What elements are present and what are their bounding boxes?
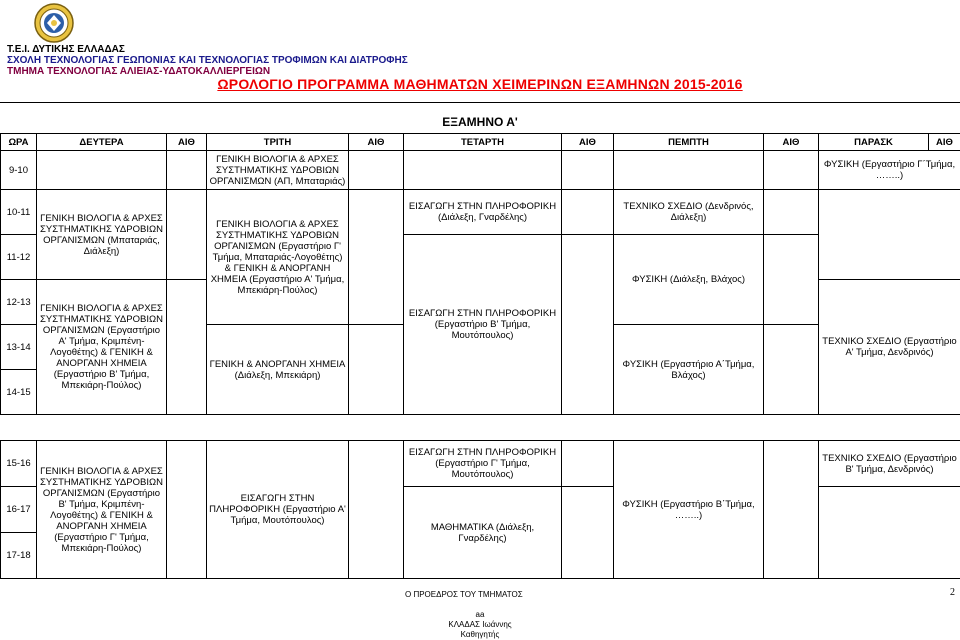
room-cell xyxy=(167,190,207,280)
room-cell xyxy=(167,441,207,579)
room-cell xyxy=(167,151,207,190)
header-divider xyxy=(0,102,960,103)
course-cell: ΤΕΧΝΙΚΟ ΣΧΕΔΙΟ (Δενδρινός, Διάλεξη) xyxy=(614,190,764,235)
empty-cell xyxy=(614,151,764,190)
signatory-name: ΚΛΑΔΑΣ Ιωάννης xyxy=(448,620,512,629)
room-cell xyxy=(764,151,819,190)
col-header-monday: ΔΕΥΤΕΡΑ xyxy=(37,134,167,151)
time-slot: 9-10 xyxy=(1,151,37,190)
course-cell: ΕΙΣΑΓΩΓΗ ΣΤΗΝ ΠΛΗΡΟΦΟΡΙΚΗ (Εργαστήριο Α' Τμήμα, Μουτόπουλος) xyxy=(207,441,349,579)
time-slot: 12-13 xyxy=(1,280,37,325)
col-header-room: ΑΙΘ xyxy=(167,134,207,151)
room-cell xyxy=(764,325,819,415)
room-cell xyxy=(764,235,819,325)
table-row xyxy=(1,441,960,487)
page-number: 2 xyxy=(950,587,955,598)
room-cell xyxy=(349,325,404,415)
col-header-friday: ΠΑΡΑΣΚ xyxy=(819,134,929,151)
empty-cell xyxy=(404,151,562,190)
course-cell: ΤΕΧΝΙΚΟ ΣΧΕΔΙΟ (Εργαστήριο Β' Τμήμα, Δενδρινός) xyxy=(819,441,960,487)
course-cell: ΦΥΣΙΚΗ (Εργαστήριο Α΄Τμήμα, Βλάχος) xyxy=(614,325,764,415)
time-slot: 11-12 xyxy=(1,235,37,280)
col-header-time: ΩΡΑ xyxy=(1,134,37,151)
room-cell xyxy=(562,235,614,415)
page-title: ΩΡΟΛΟΓΙΟ ΠΡΟΓΡΑΜΜΑ ΜΑΘΗΜΑΤΩΝ ΧΕΙΜΕΡΙΝΩΝ ΕΞΑΜΗΝΩΝ 2015-2016 xyxy=(217,76,743,92)
course-cell: ΓΕΝΙΚΗ ΒΙΟΛΟΓΙΑ & ΑΡΧΕΣ ΣΥΣΤΗΜΑΤΙΚΗΣ ΥΔΡΟΒΙΩΝ ΟΡΓΑΝΙΣΜΩΝ (Εργαστήριο Β' Τμήμα, Κριμπένη-Λογοθέτης) & ΓΕΝΙΚΗ & ΑΝΟΡΓΑΝΗ ΧΗΜΕΙΑ (Εργαστήριο Γ' Τμήμα, Μπεκιάρη-Πούλος) xyxy=(37,441,167,579)
room-cell xyxy=(764,190,819,235)
course-cell: ΕΙΣΑΓΩΓΗ ΣΤΗΝ ΠΛΗΡΟΦΟΡΙΚΗ (Διάλεξη, Γναρδέλης) xyxy=(404,190,562,235)
course-cell: ΦΥΣΙΚΗ (Εργαστήριο Γ΄Τμήμα, ……..) xyxy=(819,151,960,190)
institution-name: Τ.Ε.Ι. ΔΥΤΙΚΗΣ ΕΛΛΑΔΑΣ xyxy=(7,44,125,55)
course-cell: ΜΑΘΗΜΑΤΙΚΑ (Διάλεξη, Γναρδέλης) xyxy=(404,487,562,579)
semester-label: ΕΞΑΜΗΝΟ Α' xyxy=(442,115,518,129)
course-cell: ΓΕΝΙΚΗ ΒΙΟΛΟΓΙΑ & ΑΡΧΕΣ ΣΥΣΤΗΜΑΤΙΚΗΣ ΥΔΡΟΒΙΩΝ ΟΡΓΑΝΙΣΜΩΝ (Μπαταριάς, Διάλεξη) xyxy=(37,190,167,280)
room-cell xyxy=(562,441,614,487)
table-row xyxy=(1,151,960,190)
school-name: ΣΧΟΛΗ ΤΕΧΝΟΛΟΓΙΑΣ ΓΕΩΠΟΝΙΑΣ ΚΑΙ ΤΕΧΝΟΛΟΓΙΑΣ ΤΡΟΦΙΜΩΝ ΚΑΙ ΔΙΑΤΡΟΦΗΣ xyxy=(7,55,408,66)
time-slot: 14-15 xyxy=(1,370,37,415)
time-slot: 13-14 xyxy=(1,325,37,370)
col-header-room: ΑΙΘ xyxy=(349,134,404,151)
signatory-title: Ο ΠΡΟΕΔΡΟΣ ΤΟΥ ΤΜΗΜΑΤΟΣ xyxy=(405,590,523,599)
col-header-room: ΑΙΘ xyxy=(764,134,819,151)
course-cell: ΦΥΣΙΚΗ (Διάλεξη, Βλάχος) xyxy=(614,235,764,325)
timetable-afternoon xyxy=(0,440,960,579)
university-seal-logo xyxy=(33,2,75,44)
department-name: ΤΜΗΜΑ ΤΕΧΝΟΛΟΓΙΑΣ ΑΛΙΕΙΑΣ-ΥΔΑΤΟΚΑΛΛΙΕΡΓΕΙΩΝ xyxy=(7,66,271,77)
room-cell xyxy=(562,151,614,190)
room-cell xyxy=(562,190,614,235)
time-slot: 17-18 xyxy=(1,533,37,579)
empty-cell xyxy=(819,190,960,280)
col-header-thursday: ΠΕΜΠΤΗ xyxy=(614,134,764,151)
room-cell xyxy=(764,441,819,579)
room-cell xyxy=(349,151,404,190)
time-slot: 10-11 xyxy=(1,190,37,235)
col-header-wednesday: ΤΕΤΑΡΤΗ xyxy=(404,134,562,151)
table-row xyxy=(1,190,960,235)
course-cell: ΓΕΝΙΚΗ ΒΙΟΛΟΓΙΑ & ΑΡΧΕΣ ΣΥΣΤΗΜΑΤΙΚΗΣ ΥΔΡΟΒΙΩΝ ΟΡΓΑΝΙΣΜΩΝ (Εργαστήριο Γ' Τμήμα, Μπαταριάς-Λογοθέτης) & ΓΕΝΙΚΗ & ΑΝΟΡΓΑΝΗ ΧΗΜΕΙΑ (Εργαστήριο Α' Τμήμα, Μπεκιάρη-Πούλος) xyxy=(207,190,349,325)
course-cell: ΦΥΣΙΚΗ (Εργαστήριο Β΄Τμήμα, ……..) xyxy=(614,441,764,579)
empty-cell xyxy=(37,151,167,190)
col-header-room: ΑΙΘ xyxy=(562,134,614,151)
course-cell: ΕΙΣΑΓΩΓΗ ΣΤΗΝ ΠΛΗΡΟΦΟΡΙΚΗ (Εργαστήριο Β' Τμήμα, Μουτόπουλος) xyxy=(404,235,562,415)
timetable-morning xyxy=(0,133,960,415)
course-cell: ΓΕΝΙΚΗ ΒΙΟΛΟΓΙΑ & ΑΡΧΕΣ ΣΥΣΤΗΜΑΤΙΚΗΣ ΥΔΡΟΒΙΩΝ ΟΡΓΑΝΙΣΜΩΝ (Εργαστήριο Α' Τμήμα, Κριμπένη-Λογοθέτης) & ΓΕΝΙΚΗ & ΑΝΟΡΓΑΝΗ ΧΗΜΕΙΑ (Εργαστήριο Β' Τμήμα, Μπεκιάρη-Πούλος) xyxy=(37,280,167,415)
col-header-tuesday: ΤΡΙΤΗ xyxy=(207,134,349,151)
empty-cell xyxy=(819,487,960,579)
room-cell xyxy=(349,441,404,579)
course-cell: ΓΕΝΙΚΗ ΒΙΟΛΟΓΙΑ & ΑΡΧΕΣ ΣΥΣΤΗΜΑΤΙΚΗΣ ΥΔΡΟΒΙΩΝ ΟΡΓΑΝΙΣΜΩΝ (ΑΠ, Μπαταριάς) xyxy=(207,151,349,190)
room-cell xyxy=(562,487,614,579)
time-slot: 16-17 xyxy=(1,487,37,533)
signatory-role: Καθηγητής xyxy=(460,630,500,639)
header-row xyxy=(1,134,960,151)
room-cell xyxy=(349,190,404,325)
col-header-room: ΑΙΘ xyxy=(929,134,960,151)
time-slot: 15-16 xyxy=(1,441,37,487)
course-cell: ΤΕΧΝΙΚΟ ΣΧΕΔΙΟ (Εργαστήριο Α' Τμήμα, Δενδρινός) xyxy=(819,280,960,415)
room-cell xyxy=(167,280,207,415)
signature: aa xyxy=(475,610,485,619)
course-cell: ΕΙΣΑΓΩΓΗ ΣΤΗΝ ΠΛΗΡΟΦΟΡΙΚΗ (Εργαστήριο Γ' Τμήμα, Μουτόπουλος) xyxy=(404,441,562,487)
course-cell: ΓΕΝΙΚΗ & ΑΝΟΡΓΑΝΗ ΧΗΜΕΙΑ (Διάλεξη, Μπεκιάρη) xyxy=(207,325,349,415)
